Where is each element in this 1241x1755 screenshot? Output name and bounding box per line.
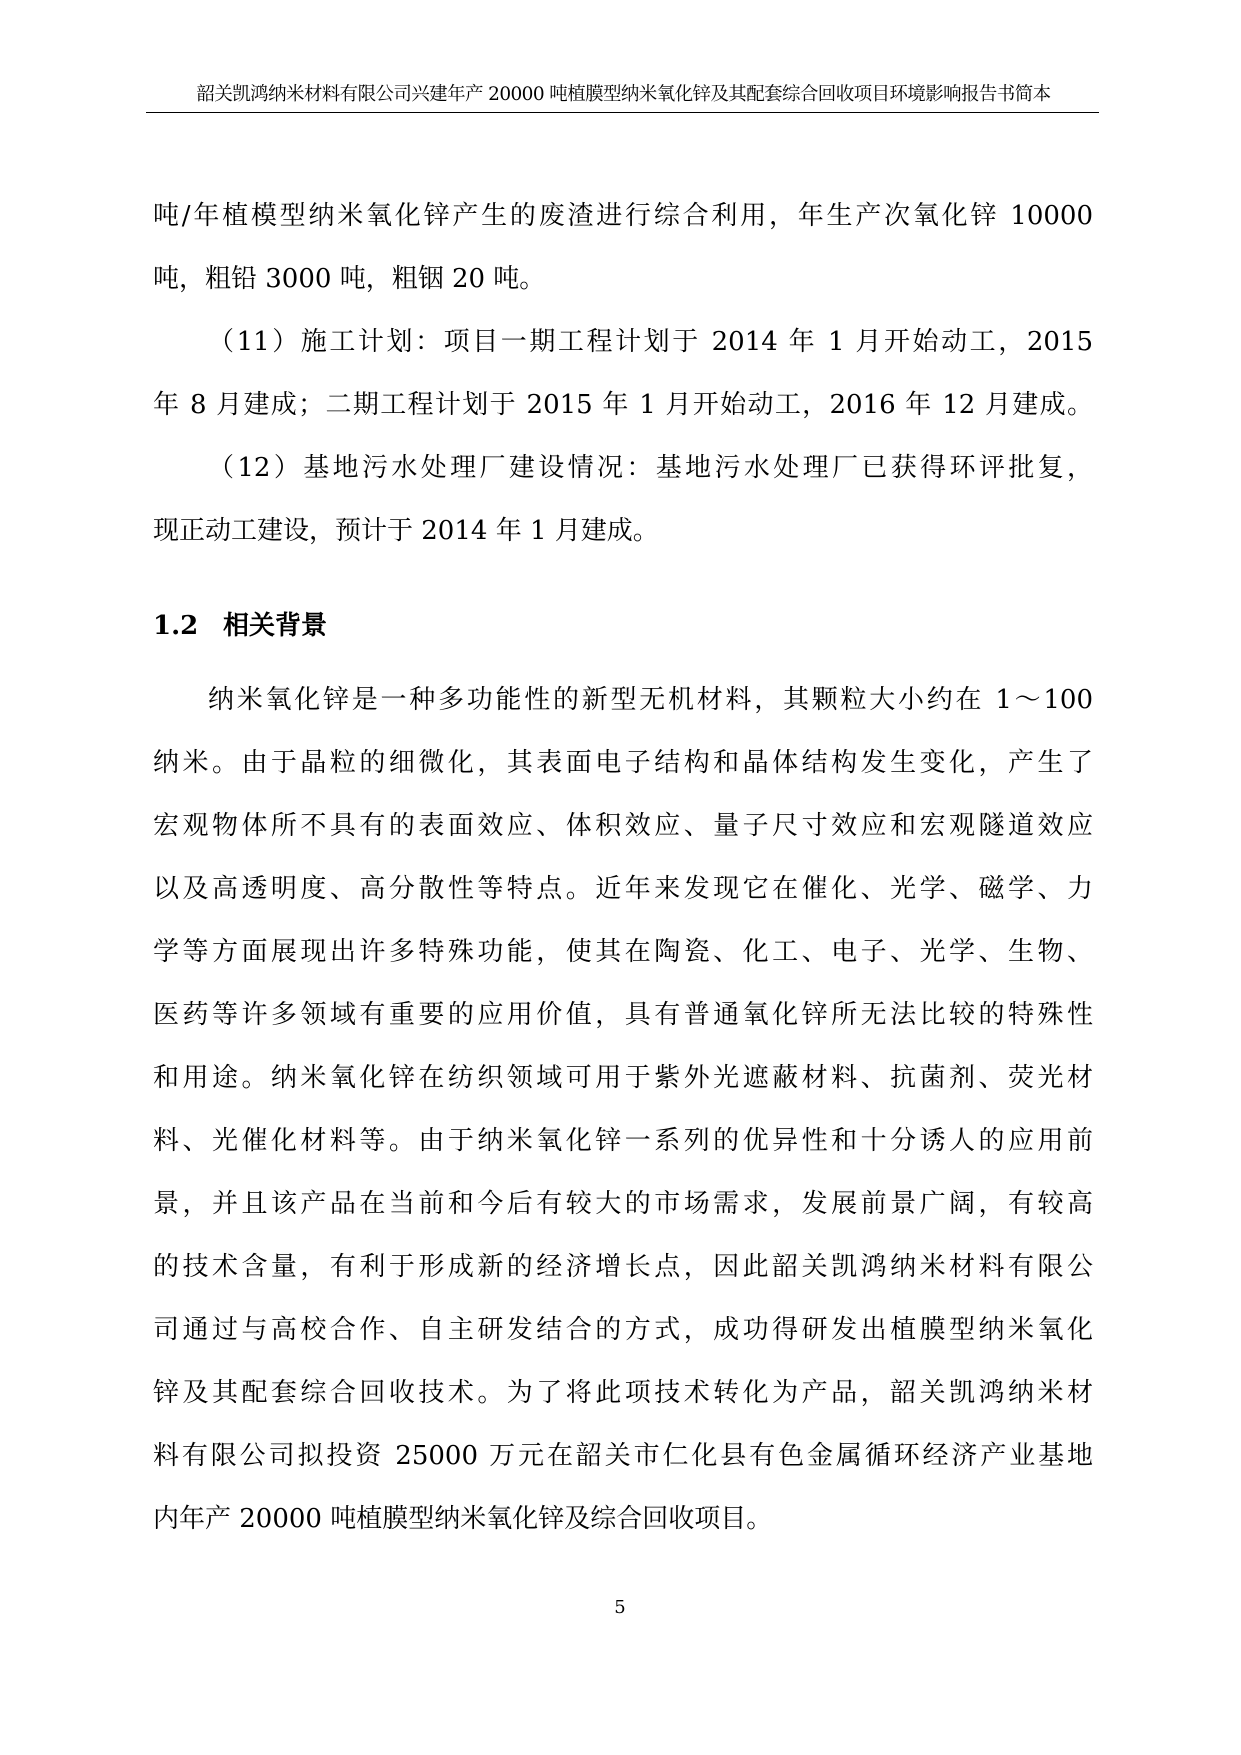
text-line: 宏观物体所不具有的表面效应、体积效应、量子尺寸效应和宏观隧道效应 xyxy=(153,811,1093,841)
text-line: 以及高透明度、高分散性等特点。近年来发现它在催化、光学、磁学、力 xyxy=(153,874,1093,904)
text-line: 的技术含量，有利于形成新的经济增长点，因此韶关凯鸿纳米材料有限公 xyxy=(153,1252,1093,1282)
text-line: 纳米氧化锌是一种多功能性的新型无机材料，其颗粒大小约在 1～100 xyxy=(208,685,1093,715)
header-divider xyxy=(146,112,1099,113)
text-line: 现正动工建设，预计于 2014 年 1 月建成。 xyxy=(153,516,659,546)
text-line: 纳米。由于晶粒的细微化，其表面电子结构和晶体结构发生变化，产生了 xyxy=(153,748,1093,778)
text-line: 医药等许多领域有重要的应用价值，具有普通氧化锌所无法比较的特殊性 xyxy=(153,1000,1093,1030)
text-line: 料有限公司拟投资 25000 万元在韶关市仁化县有色金属循环经济产业基地 xyxy=(153,1441,1093,1471)
text-line: 年 8 月建成；二期工程计划于 2015 年 1 月开始动工，2016 年 12 月建成。 xyxy=(153,390,1093,420)
text-line: 景，并且该产品在当前和今后有较大的市场需求，发展前景广阔，有较高 xyxy=(153,1189,1093,1219)
text-line: （12）基地污水处理厂建设情况：基地污水处理厂已获得环评批复， xyxy=(208,453,1093,483)
text-line: 和用途。纳米氧化锌在纺织领域可用于紫外光遮蔽材料、抗菌剂、荧光材 xyxy=(153,1063,1093,1093)
text-line: 内年产 20000 吨植膜型纳米氧化锌及综合回收项目。 xyxy=(153,1504,773,1534)
section-heading xyxy=(153,610,327,642)
text-line: 锌及其配套综合回收技术。为了将此项技术转化为产品，韶关凯鸿纳米材 xyxy=(153,1378,1093,1408)
text-line: 学等方面展现出许多特殊功能，使其在陶瓷、化工、电子、光学、生物、 xyxy=(153,937,1093,967)
page-number: 5 xyxy=(614,1597,626,1618)
text-line: 司通过与高校合作、自主研发结合的方式，成功得研发出植膜型纳米氧化 xyxy=(153,1315,1093,1345)
section-number: 1.2 xyxy=(153,611,199,641)
text-line: （11）施工计划：项目一期工程计划于 2014 年 1 月开始动工，2015 xyxy=(208,327,1093,357)
section-title: 相关背景 xyxy=(223,611,328,641)
running-header: 韶关凯鸿纳米材料有限公司兴建年产 20000 吨植膜型纳米氧化锌及其配套综合回收项目环境影响报告书简本 xyxy=(196,84,1051,105)
text-line: 料、光催化材料等。由于纳米氧化锌一系列的优异性和十分诱人的应用前 xyxy=(153,1126,1093,1156)
text-line: 吨，粗铅 3000 吨，粗铟 20 吨。 xyxy=(153,264,546,294)
text-line: 吨/年植模型纳米氧化锌产生的废渣进行综合利用，年生产次氧化锌 10000 xyxy=(153,201,1093,231)
